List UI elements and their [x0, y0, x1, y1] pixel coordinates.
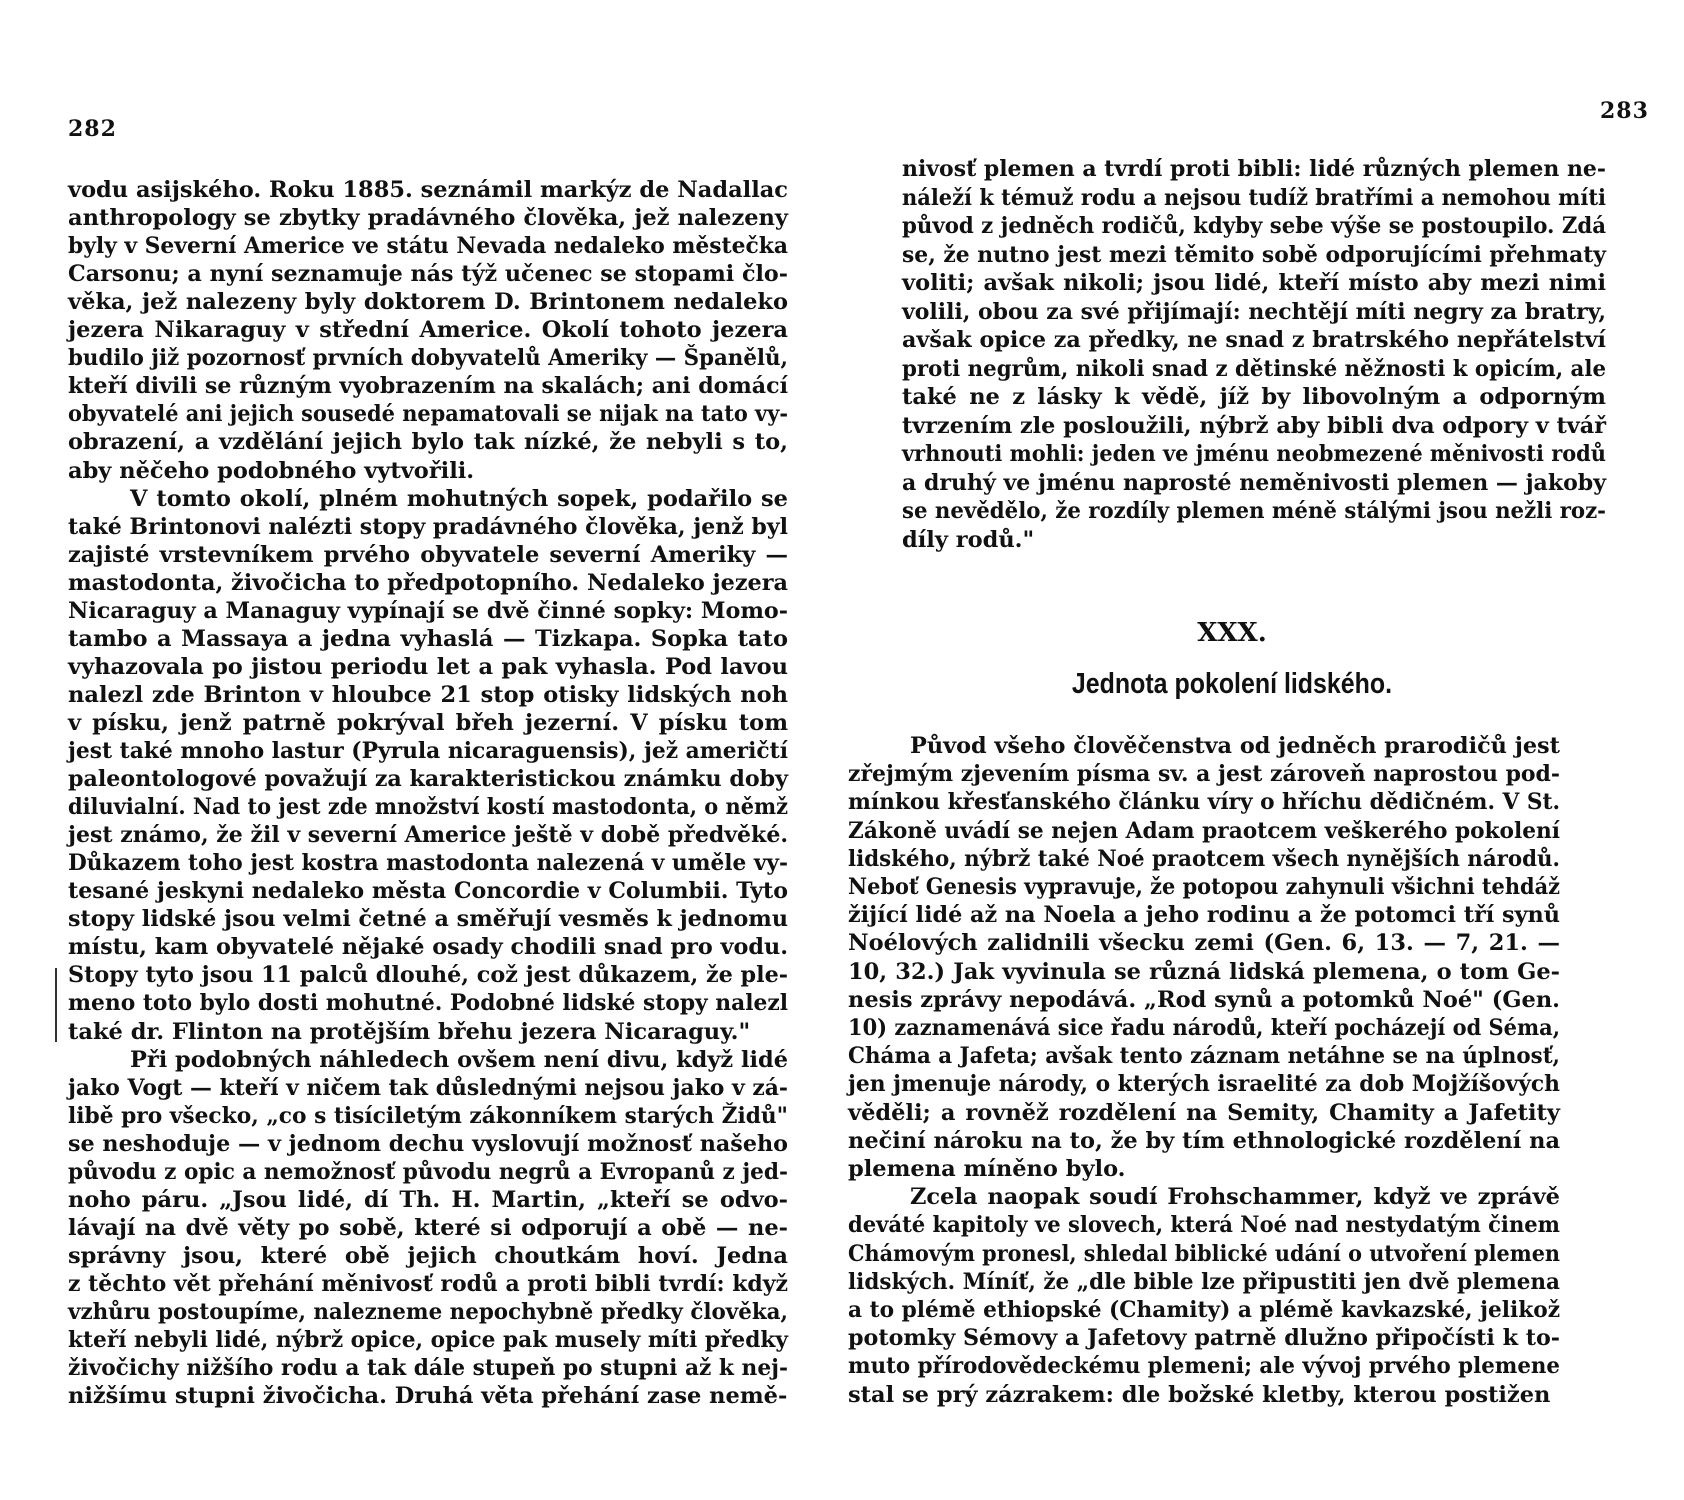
- text-line: zajisté vrstevníkem prvého obyvatele severní Ameriky —: [68, 541, 788, 568]
- text-line: správny jsou, které obě jejich choutkám hoví. Jedna: [68, 1242, 788, 1269]
- text-line: místu, kam obyvatelé nějaké osady chodili snad pro vodu.: [68, 934, 788, 961]
- text-line: Cháma a Jafeta; avšak tento záznam netáhne se na úplnosť,: [848, 1043, 1560, 1070]
- text-line: zřejmým zjevením písma sv. a jest zároveň naprostou pod-: [848, 761, 1560, 788]
- text-line: potomky Sémovy a Jafetovy patrně dlužno připočísti k to-: [848, 1325, 1560, 1352]
- text-line: Zcela naopak soudí Frohschammer, když ve zprávě: [910, 1184, 1560, 1211]
- text-line: budilo již pozornosť prvních dobyvatelů Ameriky — Španělů,: [68, 345, 788, 372]
- text-line: plemena míněno bylo.: [848, 1156, 1126, 1182]
- text-line: také ne z lásky k vědě, jíž by libovolným a odporným: [902, 384, 1606, 410]
- text-line: Chámovým pronesl, shledal biblické udání o utvoření plemen: [848, 1240, 1560, 1267]
- text-line: nečiní nároku na to, že by tím ethnologické rozdělení na: [848, 1127, 1560, 1154]
- text-line: jest známo, že žil v severní Americe ještě v době předvěké.: [68, 822, 788, 849]
- text-line: tambo a Massaya a jedna vyhaslá — Tizkapa. Sopka tato: [68, 625, 788, 652]
- text-line: stal se prý zázrakem: dle božské kletby, kterou postižen: [848, 1381, 1551, 1408]
- text-line: obrazení, a vzdělání jejich bylo tak nízké, že nebyli s to,: [68, 429, 788, 456]
- text-line: Nicaraguy a Managuy vypínají se dvě činné sopky: Momo-: [68, 597, 788, 624]
- text-line: Stopy tyto jsou 11 palců dlouhé, což jest důkazem, že ple-: [68, 962, 788, 989]
- page-number: 282: [68, 116, 117, 142]
- text-line: meno toto bylo dosti mohutné. Podobné lidské stopy nalezl: [68, 990, 788, 1017]
- margin-mark: [55, 968, 57, 1042]
- text-line: lávají na dvě věty po sobě, které si odporují a obě — ne-: [68, 1214, 788, 1241]
- text-line: 10, 32.) Jak vyvinula se různá lidská plemena, o tom Ge-: [848, 958, 1560, 985]
- text-line: živočichy nižšího rodu a tak dále stupeň po stupni až k nej-: [68, 1355, 788, 1382]
- text-line: Důkazem toho jest kostra mastodonta nalezená v uměle vy-: [68, 850, 788, 877]
- text-line: vzhůru postoupíme, nalezneme nepochybně předky člověka,: [68, 1299, 788, 1325]
- text-line: byly v Severní Americe ve státu Nevada nedaleko městečka: [68, 233, 788, 260]
- text-line: lidského, nýbrž také Noé praotcem všech nynějších národů.: [848, 845, 1560, 872]
- text-line: obyvatelé ani jejich sousedé nepamatovali se nijak na tato vy-: [68, 401, 788, 428]
- text-line: V tomto okolí, plném mohutných sopek, podařilo se: [130, 485, 788, 512]
- text-line: v písku, jenž patrně pokrýval břeh jezerní. V písku tom: [68, 709, 788, 736]
- text-line: vyhazovala po jistou periodu let a pak vyhasla. Pod lavou: [68, 653, 788, 680]
- text-line: Zákoně uvádí se nejen Adam praotcem veškerého pokolení: [848, 817, 1560, 844]
- text-line: a druhý ve jménu naprosté neměnivosti plemen — jakoby: [902, 469, 1606, 496]
- text-line: deváté kapitoly ve slovech, která Noé nad nestydatým činem: [848, 1212, 1560, 1239]
- text-line: anthropology se zbytky pradávného člověka, jež nalezeny: [68, 205, 788, 232]
- text-line: voliti; avšak nikoli; jsou lidé, kteří místo aby mezi nimi: [902, 270, 1606, 296]
- text-line: muto přírodovědeckému plemeni; ale vývoj prvého plemene: [848, 1353, 1560, 1380]
- text-line: jest také mnoho lastur (Pyrula nicaraguensis), jež američtí: [68, 738, 788, 764]
- page-number: 283: [1600, 98, 1649, 124]
- text-line: původu z opic a nemožnosť původu negrů a Evropanů z jed-: [68, 1158, 788, 1185]
- chapter-title: Jednota pokolení lidského.: [1071, 668, 1393, 700]
- text-line: Při podobných náhledech ovšem není divu, když lidé: [130, 1046, 788, 1073]
- text-line: jezera Nikaraguy v střední Americe. Okolí tohoto jezera: [68, 317, 788, 344]
- text-line: lidských. Míníť, že „dle bible lze připustiti jen dvě plemena: [848, 1268, 1560, 1295]
- text-line: proti negrům, nikoli snad z dětinské něžnosti k opicím, ale: [902, 355, 1606, 382]
- text-line: nivosť plemen a tvrdí proti bibli: lidé různých plemen ne-: [902, 156, 1606, 182]
- text-line: jen jmenuje národy, o kterých israelité za dob Mojžíšových: [848, 1071, 1560, 1098]
- text-line: nesis zprávy nepodává. „Rod synů a potomků Noé" (Gen.: [848, 986, 1560, 1013]
- text-line: Noélových zalidnili všecku zemi (Gen. 6, 13. — 7, 21. —: [848, 930, 1560, 957]
- text-line: náleží k témuž rodu a nejsou tudíž bratřími a nemohou míti: [902, 184, 1606, 211]
- text-line: kteří divili se různým vyobrazením na skalách; ani domácí: [68, 373, 788, 400]
- text-line: vodu asijského. Roku 1885. seznámil markýz de Nadallac: [68, 177, 788, 203]
- text-line: kteří nebyli lidé, nýbrž opice, opice pak musely míti předky: [68, 1327, 788, 1354]
- text-line: původ z jedněch rodičů, kdyby sebe výše se postoupilo. Zdá: [902, 213, 1606, 239]
- text-line: diluvialní. Nad to jest zde množství kostí mastodonta, o němž: [68, 794, 788, 821]
- text-line: Carsonu; a nyní seznamuje nás týž učenec se stopami člo-: [68, 261, 788, 288]
- text-line: a to plémě ethiopské (Chamity) a plémě kavkazské, jelikož: [848, 1297, 1560, 1323]
- text-line: paleontologové považují za karakteristickou známku doby: [68, 766, 788, 793]
- text-line: věka, jež nalezeny byly doktorem D. Brintonem nedaleko: [68, 289, 788, 316]
- text-line: díly rodů.": [902, 526, 1035, 553]
- text-line: aby něčeho podobného vytvořili.: [68, 457, 475, 484]
- text-line: tesané jeskyni nedaleko města Concordie v Columbii. Tyto: [68, 878, 788, 905]
- text-line: věděli; a rovněž rozdělení na Semity, Chamity a Jafetity: [848, 1099, 1560, 1126]
- text-line: také dr. Flinton na protějším břehu jezera Nicaraguy.": [68, 1018, 751, 1045]
- text-line: mastodonta, živočicha to předpotopního. Nedaleko jezera: [68, 569, 788, 596]
- text-line: volili, obou za své přijímají: nechtějí míti negry za bratry,: [902, 298, 1606, 325]
- text-line: noho páru. „Jsou lidé, dí Th. H. Martin, „kteří se odvo-: [68, 1186, 788, 1213]
- right-page: [842, 0, 1684, 1500]
- text-line: mínkou křesťanského článku víry o hříchu dědičném. V St.: [848, 789, 1560, 816]
- text-line: nižšímu stupni živočicha. Druhá věta přehání zase nemě-: [68, 1383, 788, 1410]
- text-line: nalezl zde Brinton v hloubce 21 stop otisky lidských noh: [68, 681, 788, 708]
- text-line: avšak opice za předky, ne snad z bratrského nepřátelství: [902, 327, 1606, 353]
- text-line: z těchto vět přehání měnivosť rodů a proti bibli tvrdí: když: [68, 1270, 788, 1297]
- text-line: se neshoduje — v jednom dechu vyslovují možnosť našeho: [68, 1130, 788, 1157]
- text-line: 10) zaznamenává sice řadu národů, kteří pocházejí od Séma,: [848, 1015, 1560, 1041]
- text-line: vrhnouti mohli: jeden ve jménu neobmezené měnivosti rodů: [902, 441, 1606, 467]
- text-line: tvrzením zle posloužili, nýbrž aby bibli dva odpory v tvář: [902, 412, 1606, 439]
- text-line: se nevědělo, že rozdíly plemen méně stálými jsou nežli roz-: [902, 498, 1606, 524]
- text-line: libě pro všecko, „co s tisíciletým zákonníkem starých Židů": [68, 1102, 788, 1129]
- text-line: Neboť Genesis vypravuje, že potopou zahynuli všichni tehdáž: [848, 874, 1560, 900]
- chapter-numeral: XXX.: [1197, 618, 1267, 648]
- text-line: stopy lidské jsou velmi četné a směřují vesměs k jednomu: [68, 906, 788, 933]
- text-line: také Brintonovi nalézti stopy pradávného člověka, jenž byl: [68, 513, 788, 540]
- text-line: žijící lidé až na Noela a jeho rodinu a že potomci tří synů: [848, 902, 1560, 929]
- text-line: jako Vogt — kteří v ničem tak důslednými nejsou jako v zá-: [68, 1074, 788, 1101]
- text-line: se, že nutno jest mezi těmito sobě odporujícími přehmaty: [902, 241, 1606, 268]
- text-line: Původ všeho člověčenstva od jedněch prarodičů jest: [910, 733, 1560, 759]
